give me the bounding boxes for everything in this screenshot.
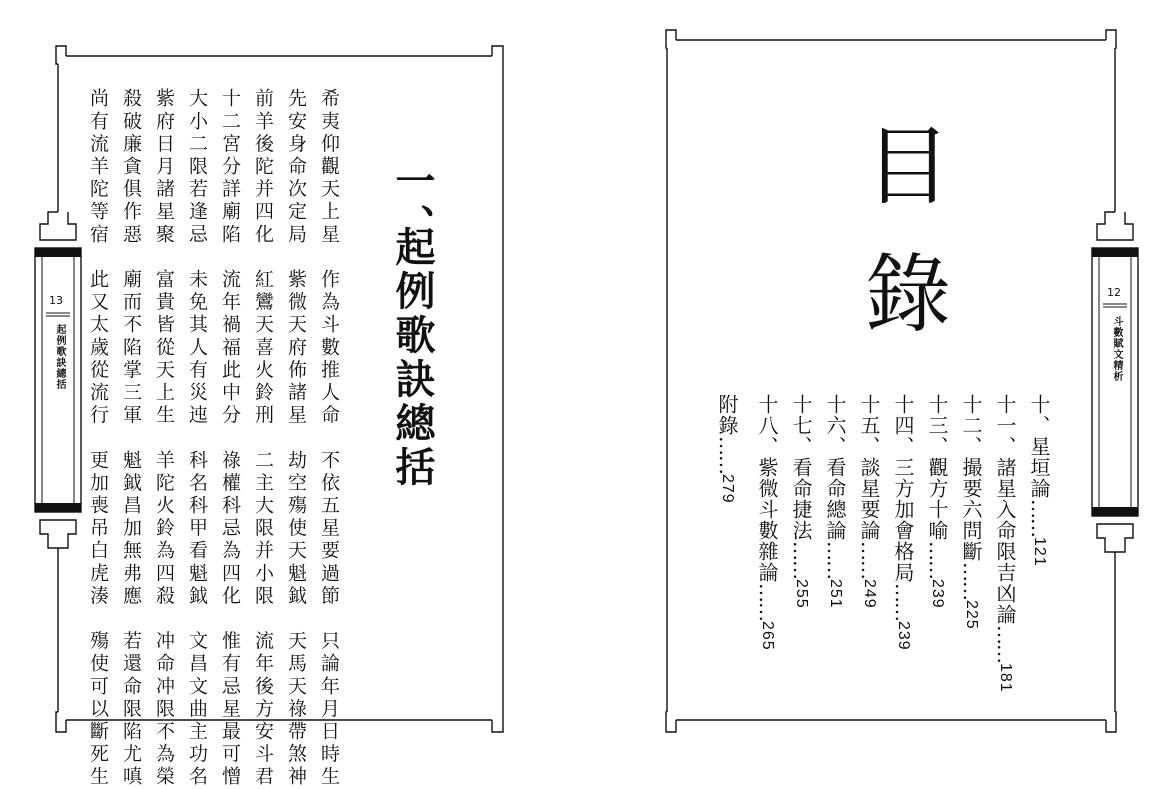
toc-entry-title: 十二、撮要六問斷: [959, 394, 983, 562]
toc-entry-page: 265: [759, 621, 776, 651]
toc-entry: [927, 394, 947, 609]
page-number: 13: [49, 294, 63, 307]
toc-leader-dots: ……: [1027, 499, 1051, 537]
toc-entry-page: 225: [963, 600, 980, 630]
toc-entry-page: 255: [793, 579, 810, 609]
toc-entry: [717, 394, 737, 504]
toc-entry-page: 239: [929, 579, 946, 609]
toc-leader-dots: ……: [857, 541, 881, 579]
toc-leader-dots: ……: [789, 541, 813, 579]
toc-leader-dots: ……: [715, 436, 739, 474]
poem-column: 前羊後陀并四化 紅鸞天喜火鈴刑 二主大限并小限 流年後方安斗君: [252, 88, 274, 789]
toc-entry-title: 十三、觀方十喻: [925, 394, 949, 541]
toc-leader-dots: ……: [823, 541, 847, 579]
toc-entry-title: 附錄: [715, 394, 739, 436]
toc-entry-page: 181: [997, 663, 1014, 693]
toc-leader-dots: ……: [755, 583, 779, 621]
toc-entry-title: 十八、紫微斗數雜論: [755, 394, 779, 583]
toc-title-top: 目: [865, 117, 951, 217]
toc-leader-dots: ……: [925, 541, 949, 579]
poem-column: 紫府日月諸星聚 富貴皆從天上生 羊陀火鈴為四殺 冲命冲限不為榮: [153, 88, 175, 789]
right-page: [575, 0, 1150, 764]
page-number: 12: [1107, 286, 1121, 299]
toc-entry-title: 十、星垣論: [1027, 394, 1051, 499]
toc-entry-title: 十六、看命總論: [823, 394, 847, 541]
chapter-title: 起例歌訣總括: [389, 226, 436, 490]
toc-leader-dots: ……: [959, 562, 983, 600]
toc-entry-title: 十四、三方加會格局: [891, 394, 915, 583]
toc-entry-page: 251: [827, 579, 844, 609]
poem-column: 大小二限若逢忌 未免其人有災迍 科名科甲看魁鉞 文昌文曲主功名: [186, 88, 208, 789]
toc-entry: [859, 394, 879, 609]
toc-entry: [961, 394, 981, 630]
toc-entry-page: 249: [861, 579, 878, 609]
poem-column: 先安身命次定局 紫微天府佈諸星 劫空殤使天魁鉞 天馬天祿帶煞神: [285, 88, 307, 789]
toc-entry-title: 十七、看命捷法: [789, 394, 813, 541]
toc-leader-dots: ……: [891, 583, 915, 621]
toc-entry-page: 121: [1031, 537, 1048, 567]
toc-entry-page: 239: [895, 621, 912, 651]
toc-entry: [825, 394, 845, 609]
poem-column: 殺破廉貪俱作惡 廟而不陷掌三軍 魁鉞昌加無弗應 若還命限陷尤嗔: [120, 88, 142, 789]
toc-title-bottom: 錄: [865, 245, 951, 345]
toc-entry: [893, 394, 913, 651]
poem-column: 尚有流羊陀等宿 此又太歲從流行 更加喪吊白虎湊 殤使可以斷死生: [87, 88, 109, 789]
toc-entry: [757, 394, 777, 651]
running-header: 起例歌訣總括: [54, 324, 65, 390]
toc-entry-title: 十一、諸星入命限吉凶論: [993, 394, 1017, 625]
toc-entry-title: 十五、談星要論: [857, 394, 881, 541]
chapter-number: 一、: [389, 160, 436, 248]
running-header: 斗數賦文精析: [1111, 316, 1122, 382]
toc-entry: [1029, 394, 1049, 567]
poem-column: 希夷仰觀天上星 作為斗數推人命 不依五星要過節 只論年月日時生: [318, 88, 340, 789]
toc-entry: [995, 394, 1015, 693]
toc-entry-page: 279: [719, 474, 736, 504]
poem-column: 十二宮分詳廟陷 流年禍福此中分 祿權科忌為四化 惟有忌星最可憎: [219, 88, 241, 789]
right-page-frame: [575, 0, 1150, 764]
toc-entry: [791, 394, 811, 609]
toc-leader-dots: ……: [993, 625, 1017, 663]
